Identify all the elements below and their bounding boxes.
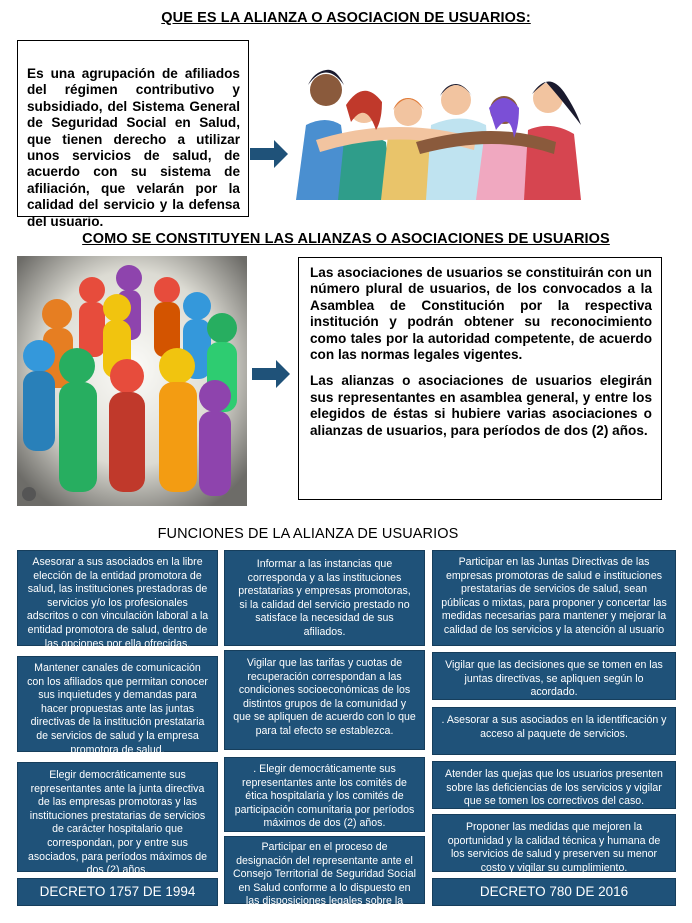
section1-heading: QUE ES LA ALIANZA O ASOCIACION DE USUARIOS:: [161, 10, 531, 26]
group-hug-illustration: [296, 30, 586, 200]
definition-box: [17, 40, 249, 229]
function-card: Asesorar a sus asociados en la libre elección de la entidad promotora de salud, las instituciones prestadoras de servicios y/o los profesionales adscritos o con vinculación laboral a la entidad promotora de salud, dentro de las opciones por ella ofrecidas.: [17, 550, 218, 646]
function-card: Elegir democráticamente sus representantes ante la junta directiva de las empresas promotoras y las instituciones prestatarias de servicios de carácter hospitalario que correspondan, por y entre sus asociados, para períodos máximos de dos (2) años.: [17, 762, 218, 872]
decree-1757-label: DECRETO 1757 DE 1994: [17, 878, 218, 906]
function-card: Atender las quejas que los usuarios presenten sobre las deficiencias de los servicios y vigilar que se tomen los correctivos del caso.: [432, 761, 676, 809]
function-card: . Elegir democráticamente sus representantes ante los comités de ética hospitalaria y los comités de participación comunitaria por períodos máximos de dos (2) años.: [224, 757, 425, 832]
function-card: . Asesorar a sus asociados en la identificación y acceso al paquete de servicios.: [432, 707, 676, 755]
function-card: Vigilar que las tarifas y cuotas de recuperación correspondan a las condiciones socioeconómicas de los distintos grupos de la comunidad y que se apliquen de acuerdo con lo que para tal efecto se establezca.: [224, 650, 425, 750]
camera-icon: [22, 487, 36, 501]
function-card: Informar a las instancias que corresponda y a las instituciones prestatarias y empresas promotoras, si la calidad del servicio prestado no satisface la necesidad de sus afiliados.: [224, 550, 425, 646]
constitution-paragraph-2: Las alianzas o asociaciones de usuarios elegirán sus representantes en asamblea general, y entre los elegidos de éstas si hubiere varias asociaciones o alianzas de usuarios, para períodos de dos (2) años.: [310, 373, 652, 438]
definition-text: Es una agrupación de afiliados del régimen contributivo y subsidiado, del Sistema General de Seguridad Social en Salud, que tienen derecho a utilizar unos servicios de salud, de acuerdo con su sistema de afiliación, que velarán por la calidad del servicio y la defensa del usuario.: [27, 66, 240, 229]
function-card: Vigilar que las decisiones que se tomen en las juntas directivas, se apliquen según lo acordado.: [432, 652, 676, 700]
section3-heading: FUNCIONES DE LA ALIANZA DE USUARIOS: [157, 526, 459, 542]
section2-heading: COMO SE CONSTITUYEN LAS ALIANZAS O ASOCIACIONES DE USUARIOS: [82, 231, 610, 247]
function-card: Mantener canales de comunicación con los afiliados que permitan conocer sus inquietudes y demandas para hacer propuestas ante las juntas directivas de la institución prestataria de servicios de salud y la empresa promotora de salud.: [17, 656, 218, 752]
function-card: Participar en el proceso de designación del representante ante el Consejo Territorial de Seguridad Social en Salud conforme a lo dispuesto en las disposiciones legales sobre la materia.: [224, 836, 425, 904]
function-card: Participar en las Juntas Directivas de las empresas promotoras de salud e instituciones prestatarias de servicios de salud, sean públicas o mixtas, para proponer y concertar las medidas necesarias para mantener y mejorar la calidad de los servicios y la atención al usuario: [432, 550, 676, 646]
right-arrow-icon-2: [252, 360, 292, 388]
colorful-people-circle-image: [17, 256, 247, 506]
decree-780-label: DECRETO 780 DE 2016: [432, 878, 676, 906]
right-arrow-icon: [250, 140, 290, 168]
function-card: Proponer las medidas que mejoren la oportunidad y la calidad técnica y humana de los servicios de salud y preserven su menor costo y vigilar su cumplimiento.: [432, 814, 676, 872]
constitution-box: [298, 257, 662, 500]
constitution-paragraph-1: Las asociaciones de usuarios se constituirán con un número plural de usuarios, de los convocados a la Asamblea de Constitución por la respectiva institución y podrán obtener su reconocimiento como tales por la autoridad competente, de acuerdo con las normas legales vigentes.: [310, 265, 652, 363]
